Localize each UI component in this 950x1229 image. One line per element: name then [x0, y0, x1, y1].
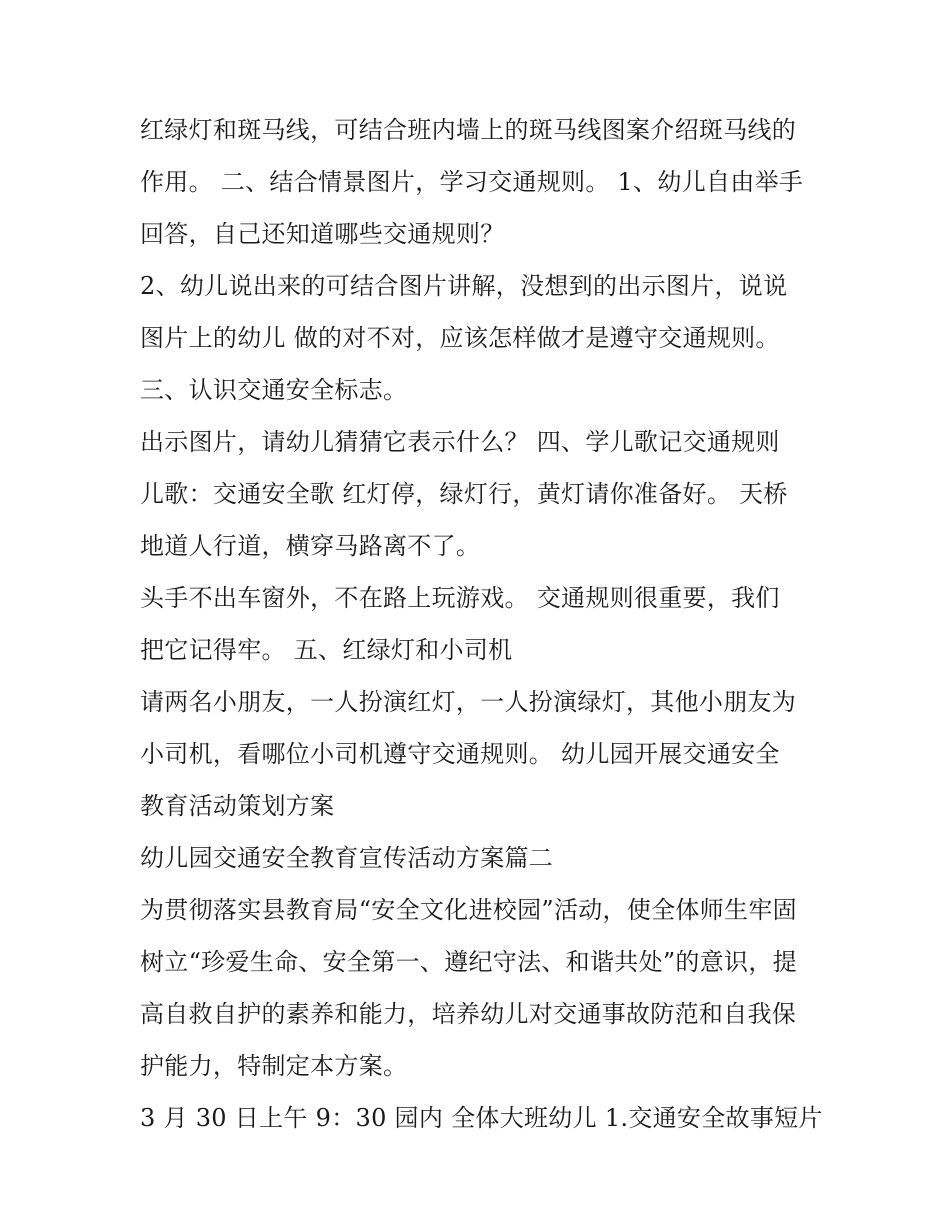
text-line: 图片上的幼儿 做的对不对，应该怎样做才是遵守交通规则。 — [140, 324, 780, 352]
text-line: 树立“珍爱生命、安全第一、遵纪守法、和谐共处”的意识，提 — [140, 948, 797, 976]
text-line: 请两名小朋友，一人扮演红灯，一人扮演绿灯，其他小朋友为 — [140, 688, 797, 716]
text-line: 作用。 二、结合情景图片，学习交通规则。 1、幼儿自由举手 — [140, 168, 804, 196]
document-body — [140, 108, 823, 1148]
text-line: 2、幼儿说出来的可结合图片讲解，没想到的出示图片，说说 — [140, 272, 788, 300]
text-line: 教育活动策划方案 — [140, 792, 335, 820]
text-line: 为贯彻落实县教育局“安全文化进校园”活动，使全体师生牢固 — [140, 896, 797, 924]
text-line: 小司机，看哪位小司机遵守交通规则。 幼儿园开展交通安全 — [140, 740, 780, 768]
text-line: 红绿灯和斑马线，可结合班内墙上的斑马线图案介绍斑马线的 — [140, 116, 797, 144]
text-line: 三、认识交通安全标志。 — [140, 376, 408, 404]
text-line: 儿歌：交通安全歌 红灯停，绿灯行，黄灯请你准备好。 天桥 — [140, 480, 788, 508]
text-line: 出示图片，请幼儿猜猜它表示什么？ 四、学儿歌记交通规则 — [140, 428, 780, 456]
section-heading: 幼儿园交通安全教育宣传活动方案篇二 — [140, 844, 554, 872]
text-line: 护能力，特制定本方案。 — [140, 1052, 408, 1080]
text-line: 地道人行道，横穿马路离不了。 — [140, 532, 481, 560]
text-line: 高自救自护的素养和能力，培养幼儿对交通事故防范和自我保 — [140, 1000, 797, 1028]
text-line: 3 月 30 日上午 9：30 园内 全体大班幼儿 1.交通安全故事短片 — [140, 1104, 823, 1132]
text-line: 头手不出车窗外，不在路上玩游戏。 交通规则很重要，我们 — [140, 584, 780, 612]
text-line: 回答，自己还知道哪些交通规则？ — [140, 220, 505, 248]
text-line: 把它记得牢。 五、红绿灯和小司机 — [140, 636, 513, 664]
